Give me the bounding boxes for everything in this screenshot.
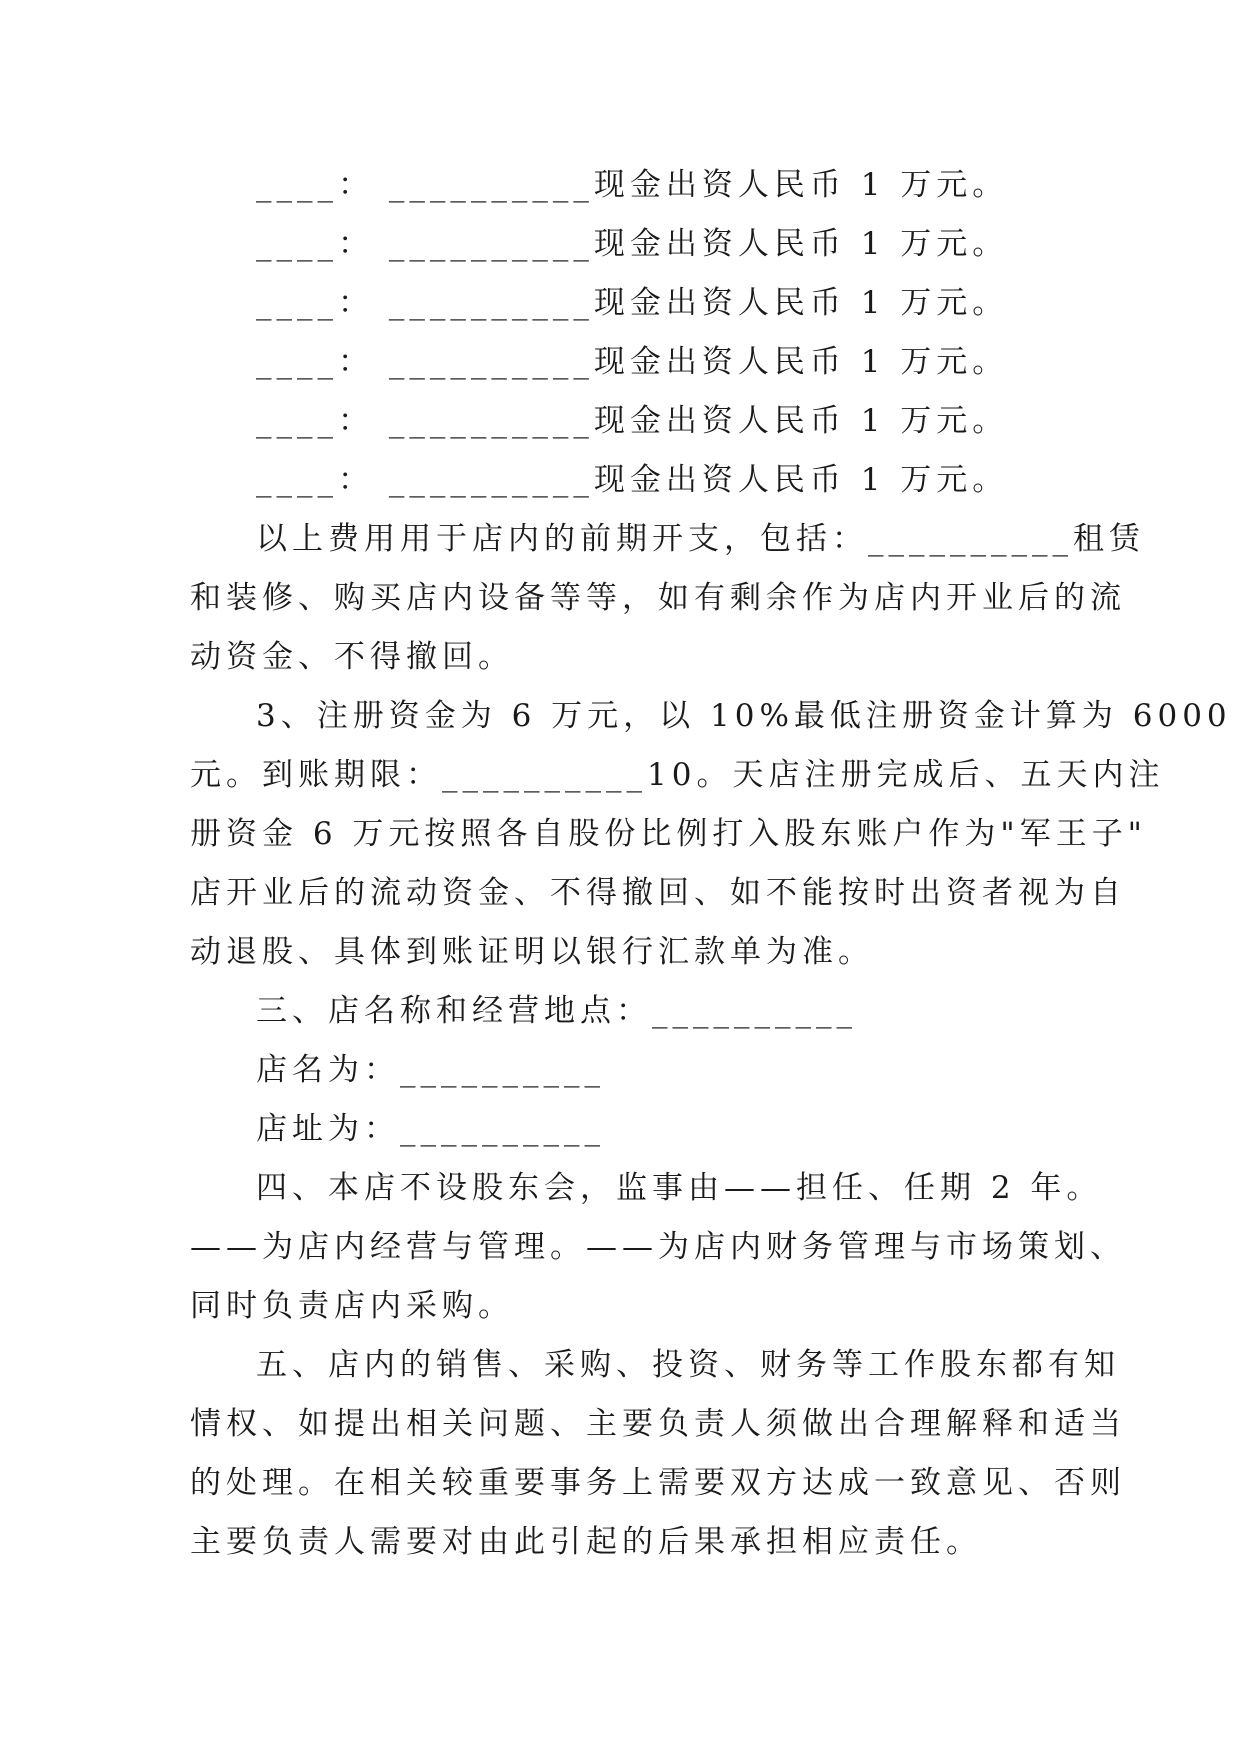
text-line: ____： __________现金出资人民币 1 万元。 bbox=[256, 403, 1009, 439]
text-line: 3、注册资金为 6 万元，以 10%最低注册资金计算为 6000 bbox=[256, 698, 1232, 734]
text-line: 四、本店不设股东会，监事由——担任、任期 2 年。 bbox=[256, 1170, 1103, 1206]
text-line: 店开业后的流动资金、不得撤回、如不能按时出资者视为自 bbox=[190, 875, 1126, 911]
text-line: ____： __________现金出资人民币 1 万元。 bbox=[256, 285, 1009, 321]
text-line: ____： __________现金出资人民币 1 万元。 bbox=[256, 226, 1009, 262]
text-line: ____： __________现金出资人民币 1 万元。 bbox=[256, 344, 1009, 380]
text-line: 三、店名称和经营地点：__________ bbox=[256, 993, 857, 1029]
text-line: ——为店内经营与管理。——为店内财务管理与市场策划、 bbox=[190, 1229, 1126, 1265]
text-line: 店址为：__________ bbox=[256, 1111, 605, 1147]
text-line: 同时负责店内采购。 bbox=[190, 1288, 514, 1324]
text-line: 元。到账期限：__________10。天店注册完成后、五天内注 bbox=[190, 757, 1165, 793]
text-line: 店名为：__________ bbox=[256, 1052, 605, 1088]
text-line: 动资金、不得撤回。 bbox=[190, 639, 514, 675]
text-line: 情权、如提出相关问题、主要负责人须做出合理解释和适当 bbox=[190, 1406, 1126, 1442]
text-line: ____： __________现金出资人民币 1 万元。 bbox=[256, 462, 1009, 498]
text-line: 的处理。在相关较重要事务上需要双方达成一致意见、否则 bbox=[190, 1465, 1126, 1501]
text-line: 主要负责人需要对由此引起的后果承担相应责任。 bbox=[190, 1524, 982, 1560]
text-line: 五、店内的销售、采购、投资、财务等工作股东都有知 bbox=[256, 1347, 1120, 1383]
text-line: 动退股、具体到账证明以银行汇款单为准。 bbox=[190, 934, 874, 970]
text-line: 和装修、购买店内设备等等，如有剩余作为店内开业后的流 bbox=[190, 580, 1126, 616]
text-line: ____： __________现金出资人民币 1 万元。 bbox=[256, 167, 1009, 203]
document-body bbox=[190, 156, 1232, 1572]
text-line: 以上费用用于店内的前期开支，包括：__________租赁 bbox=[256, 521, 1145, 557]
text-line: 册资金 6 万元按照各自股份比例打入股东账户作为"军王子" bbox=[190, 816, 1147, 852]
